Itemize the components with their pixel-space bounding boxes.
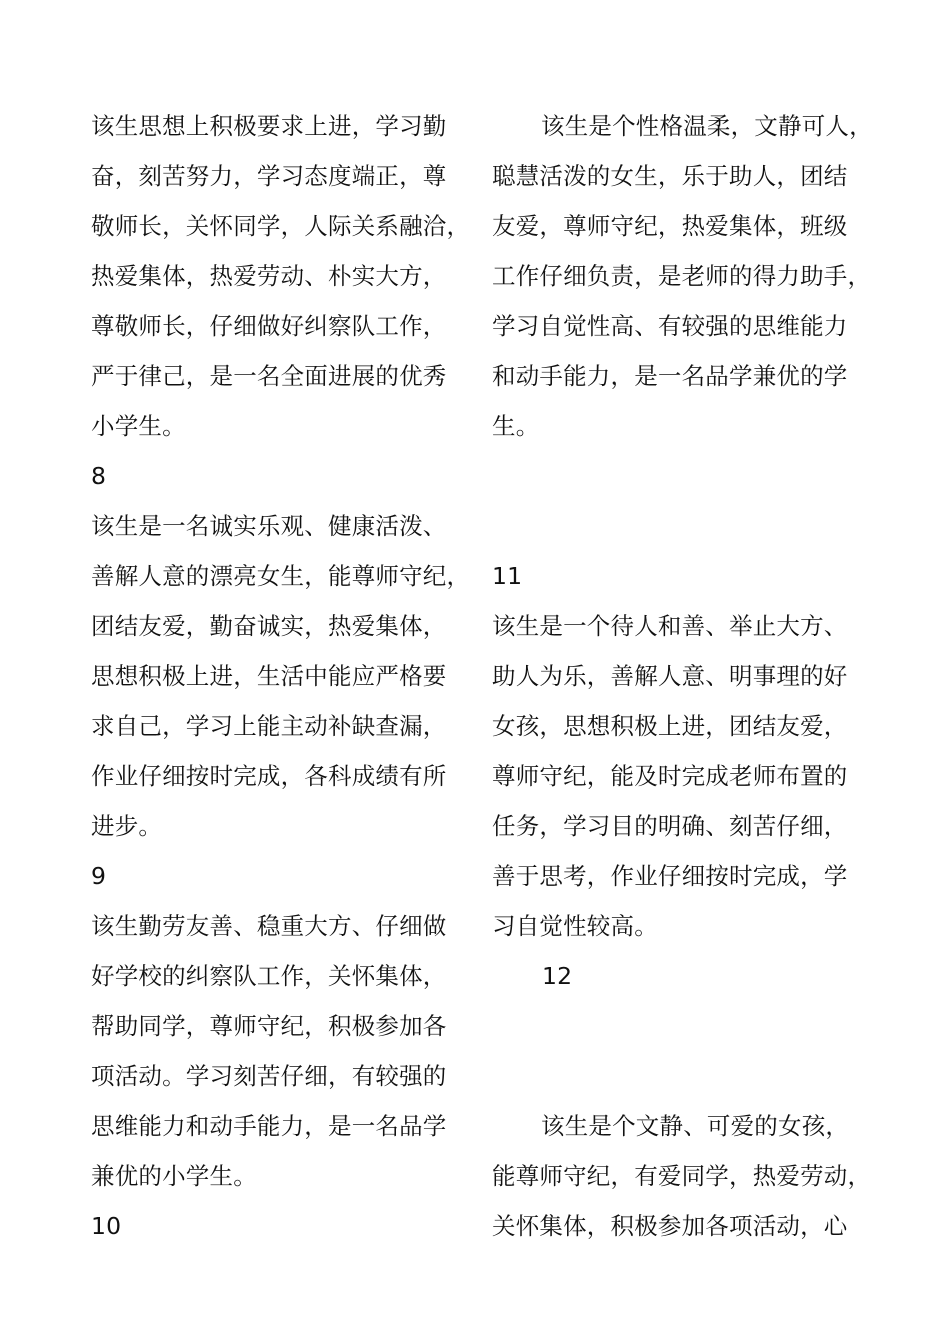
comment-line: 小学生。 (91, 412, 186, 440)
entry-number-12: 12 (542, 962, 573, 990)
comment-entry-8 (91, 501, 471, 851)
comment-line: 团结友爱，勤奋诚实，热爱集体， (91, 612, 447, 640)
comment-line: 友爱，尊师守纪，热爱集体，班级 (492, 212, 848, 240)
comment-line: 关怀集体，积极参加各项活动，心 (492, 1212, 848, 1240)
blank-line (492, 1001, 872, 1051)
comment-line: 善解人意的漂亮女生，能尊师守纪， (91, 562, 471, 590)
entry-number-11: 11 (492, 562, 523, 590)
comment-line: 任务，学习目的明确、刻苦仔细， (492, 812, 848, 840)
left-column (91, 101, 471, 1251)
comment-line: 助人为乐，善解人意、明事理的好 (492, 662, 848, 690)
blank-line (492, 1051, 872, 1101)
entry-number-8: 8 (91, 462, 107, 490)
comment-entry-11 (492, 601, 872, 951)
comment-line: 聪慧活泼的女生，乐于助人，团结 (492, 162, 848, 190)
comment-line: 帮助同学，尊师守纪，积极参加各 (91, 1012, 447, 1040)
comment-line: 该生是一个待人和善、举止大方、 (492, 612, 848, 640)
comment-line: 学习自觉性高、有较强的思维能力 (492, 312, 848, 340)
comment-line: 工作仔细负责，是老师的得力助手， (492, 262, 872, 290)
comment-line: 思维能力和动手能力，是一名品学 (91, 1112, 447, 1140)
comment-line: 热爱集体，热爱劳动、朴实大方， (91, 262, 447, 290)
comment-line: 该生是个文静、可爱的女孩， (541, 1112, 850, 1140)
comment-line: 作业仔细按时完成，各科成绩有所 (91, 762, 447, 790)
comment-line: 习自觉性较高。 (492, 912, 658, 940)
comment-line: 能尊师守纪，有爱同学，热爱劳动， (492, 1162, 872, 1190)
comment-line: 该生思想上积极要求上进，学习勤 (91, 112, 447, 140)
blank-line (492, 501, 872, 551)
comment-line: 求自己，学习上能主动补缺查漏， (91, 712, 447, 740)
comment-line: 该生是一名诚实乐观、健康活泼、 (91, 512, 447, 540)
comment-line: 进步。 (91, 812, 163, 840)
comment-line: 生。 (492, 412, 540, 440)
comment-entry-12 (492, 1101, 872, 1251)
comment-line: 严于律己，是一名全面进展的优秀 (91, 362, 447, 390)
comment-entry-10 (492, 101, 872, 451)
comment-line: 尊师守纪，能及时完成老师布置的 (492, 762, 848, 790)
blank-line (492, 451, 872, 501)
comment-line: 奋，刻苦努力，学习态度端正，尊 (91, 162, 447, 190)
comment-line: 项活动。学习刻苦仔细，有较强的 (91, 1062, 447, 1090)
comment-entry-7 (91, 101, 471, 451)
comment-line: 尊敬师长，仔细做好纠察队工作， (91, 312, 447, 340)
comment-line: 思想积极上进，生活中能应严格要 (91, 662, 447, 690)
comment-entry-9 (91, 901, 471, 1201)
entry-number-9: 9 (91, 862, 107, 890)
comment-line: 好学校的纠察队工作，关怀集体， (91, 962, 447, 990)
comment-line: 兼优的小学生。 (91, 1162, 257, 1190)
right-column (492, 101, 872, 1251)
entry-number-10: 10 (91, 1212, 122, 1240)
comment-line: 女孩，思想积极上进，团结友爱， (492, 712, 848, 740)
comment-line: 善于思考，作业仔细按时完成，学 (492, 862, 848, 890)
comment-line: 敬师长，关怀同学，人际关系融洽， (91, 212, 471, 240)
comment-line: 和动手能力，是一名品学兼优的学 (492, 362, 848, 390)
comment-line: 该生是个性格温柔，文静可人， (541, 112, 873, 140)
comment-line: 该生勤劳友善、稳重大方、仔细做 (91, 912, 447, 940)
